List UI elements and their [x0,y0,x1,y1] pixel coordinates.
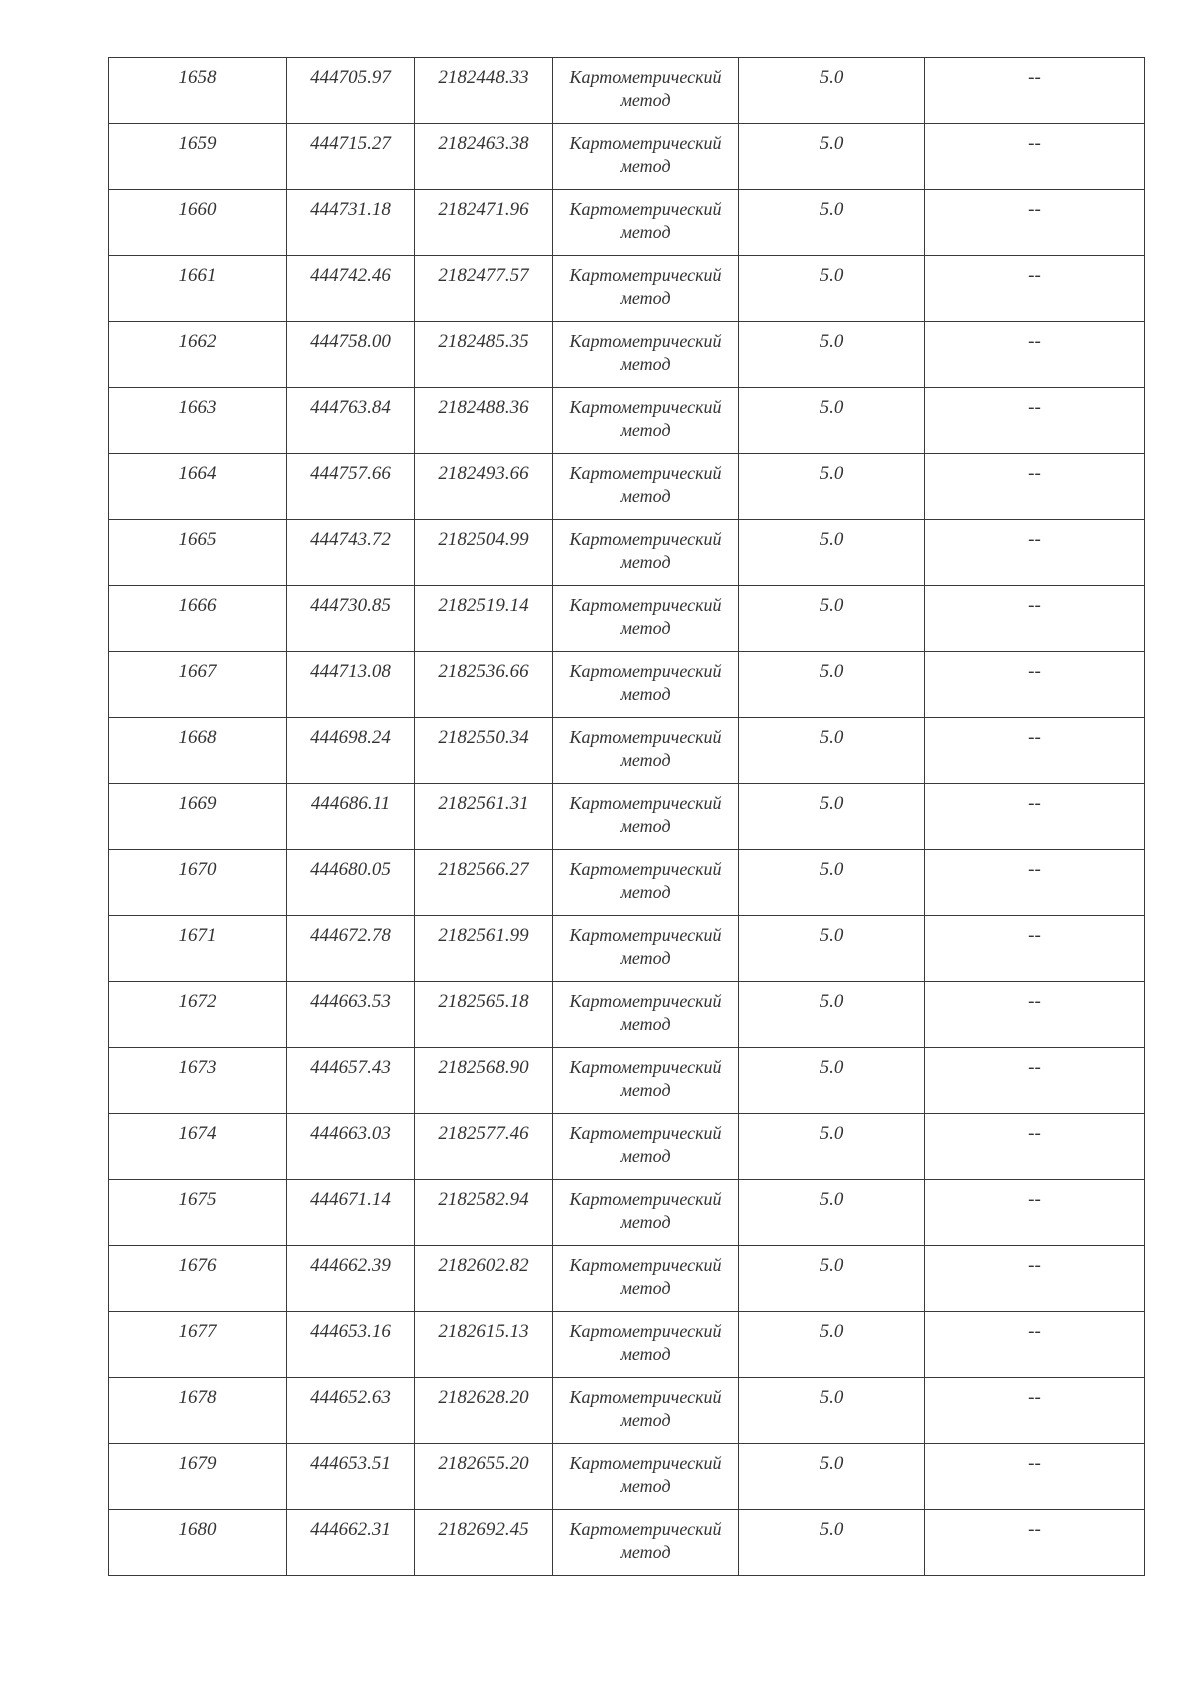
point-number-cell: 1675 [109,1180,287,1246]
note-cell: -- [925,718,1145,784]
method-cell [553,256,739,322]
method-line-2: метод [620,1080,671,1100]
table-row [109,190,1145,256]
method-cell [553,916,739,982]
accuracy-cell: 5.0 [739,1312,925,1378]
accuracy-cell: 5.0 [739,1048,925,1114]
x-coordinate-cell: 444742.46 [287,256,415,322]
accuracy-cell: 5.0 [739,586,925,652]
point-number-cell: 1659 [109,124,287,190]
y-coordinate-cell: 2182488.36 [415,388,553,454]
method-cell [553,1114,739,1180]
note-cell: -- [925,124,1145,190]
point-number-cell: 1665 [109,520,287,586]
y-coordinate-cell: 2182477.57 [415,256,553,322]
accuracy-cell: 5.0 [739,652,925,718]
table-row [109,1048,1145,1114]
accuracy-cell: 5.0 [739,718,925,784]
method-cell [553,1048,739,1114]
method-cell [553,1312,739,1378]
x-coordinate-cell: 444653.51 [287,1444,415,1510]
method-line-1: Картометрический [569,331,722,351]
method-cell [553,322,739,388]
method-line-2: метод [620,1542,671,1562]
method-line-1: Картометрический [569,1189,722,1209]
note-cell: -- [925,1444,1145,1510]
method-line-2: метод [620,816,671,836]
note-cell: -- [925,58,1145,124]
method-line-2: метод [620,288,671,308]
method-line-1: Картометрический [569,67,722,87]
method-cell [553,1246,739,1312]
y-coordinate-cell: 2182602.82 [415,1246,553,1312]
accuracy-cell: 5.0 [739,784,925,850]
point-number-cell: 1674 [109,1114,287,1180]
accuracy-cell: 5.0 [739,322,925,388]
table-row [109,1246,1145,1312]
method-cell [553,982,739,1048]
note-cell: -- [925,1048,1145,1114]
method-line-1: Картометрический [569,1387,722,1407]
x-coordinate-cell: 444686.11 [287,784,415,850]
point-number-cell: 1673 [109,1048,287,1114]
method-line-2: метод [620,1410,671,1430]
method-line-1: Картометрический [569,1453,722,1473]
note-cell: -- [925,1378,1145,1444]
note-cell: -- [925,850,1145,916]
method-line-1: Картометрический [569,397,722,417]
method-line-2: метод [620,354,671,374]
y-coordinate-cell: 2182577.46 [415,1114,553,1180]
y-coordinate-cell: 2182485.35 [415,322,553,388]
point-number-cell: 1679 [109,1444,287,1510]
table-row [109,784,1145,850]
point-number-cell: 1672 [109,982,287,1048]
method-line-2: метод [620,750,671,770]
method-line-2: метод [620,1212,671,1232]
accuracy-cell: 5.0 [739,124,925,190]
y-coordinate-cell: 2182692.45 [415,1510,553,1576]
y-coordinate-cell: 2182463.38 [415,124,553,190]
method-line-1: Картометрический [569,265,722,285]
table-row [109,850,1145,916]
x-coordinate-cell: 444713.08 [287,652,415,718]
point-number-cell: 1676 [109,1246,287,1312]
method-line-2: метод [620,420,671,440]
method-line-2: метод [620,1014,671,1034]
y-coordinate-cell: 2182471.96 [415,190,553,256]
note-cell: -- [925,982,1145,1048]
method-line-2: метод [620,1476,671,1496]
accuracy-cell: 5.0 [739,916,925,982]
table-row [109,652,1145,718]
point-number-cell: 1662 [109,322,287,388]
point-number-cell: 1658 [109,58,287,124]
method-cell [553,190,739,256]
method-line-2: метод [620,882,671,902]
method-cell [553,718,739,784]
method-cell [553,1444,739,1510]
table-row [109,1510,1145,1576]
method-line-1: Картометрический [569,529,722,549]
note-cell: -- [925,1246,1145,1312]
table-row [109,1444,1145,1510]
note-cell: -- [925,1180,1145,1246]
x-coordinate-cell: 444743.72 [287,520,415,586]
method-line-1: Картометрический [569,1255,722,1275]
accuracy-cell: 5.0 [739,1510,925,1576]
accuracy-cell: 5.0 [739,1444,925,1510]
y-coordinate-cell: 2182566.27 [415,850,553,916]
method-line-1: Картометрический [569,199,722,219]
coordinates-table-body [109,58,1145,1576]
point-number-cell: 1667 [109,652,287,718]
note-cell: -- [925,454,1145,520]
x-coordinate-cell: 444705.97 [287,58,415,124]
method-line-1: Картометрический [569,463,722,483]
method-line-2: метод [620,156,671,176]
y-coordinate-cell: 2182628.20 [415,1378,553,1444]
point-number-cell: 1680 [109,1510,287,1576]
x-coordinate-cell: 444731.18 [287,190,415,256]
note-cell: -- [925,652,1145,718]
note-cell: -- [925,256,1145,322]
note-cell: -- [925,1312,1145,1378]
method-line-2: метод [620,90,671,110]
y-coordinate-cell: 2182582.94 [415,1180,553,1246]
y-coordinate-cell: 2182504.99 [415,520,553,586]
table-row [109,982,1145,1048]
x-coordinate-cell: 444730.85 [287,586,415,652]
note-cell: -- [925,586,1145,652]
note-cell: -- [925,322,1145,388]
method-line-1: Картометрический [569,727,722,747]
table-row [109,1312,1145,1378]
method-line-1: Картометрический [569,661,722,681]
table-row [109,1114,1145,1180]
x-coordinate-cell: 444662.39 [287,1246,415,1312]
table-row [109,454,1145,520]
method-line-2: метод [620,1278,671,1298]
table-row [109,388,1145,454]
method-line-1: Картометрический [569,1321,722,1341]
point-number-cell: 1678 [109,1378,287,1444]
method-cell [553,1378,739,1444]
x-coordinate-cell: 444657.43 [287,1048,415,1114]
point-number-cell: 1669 [109,784,287,850]
method-cell [553,1510,739,1576]
method-cell [553,58,739,124]
table-row [109,256,1145,322]
point-number-cell: 1666 [109,586,287,652]
table-row [109,1378,1145,1444]
method-line-1: Картометрический [569,991,722,1011]
method-line-2: метод [620,552,671,572]
table-row [109,1180,1145,1246]
method-cell [553,124,739,190]
x-coordinate-cell: 444652.63 [287,1378,415,1444]
accuracy-cell: 5.0 [739,982,925,1048]
point-number-cell: 1660 [109,190,287,256]
note-cell: -- [925,916,1145,982]
note-cell: -- [925,190,1145,256]
method-line-1: Картометрический [569,859,722,879]
method-line-1: Картометрический [569,1057,722,1077]
accuracy-cell: 5.0 [739,454,925,520]
table-row [109,124,1145,190]
method-line-2: метод [620,684,671,704]
method-line-1: Картометрический [569,595,722,615]
x-coordinate-cell: 444680.05 [287,850,415,916]
note-cell: -- [925,784,1145,850]
x-coordinate-cell: 444663.53 [287,982,415,1048]
note-cell: -- [925,1114,1145,1180]
x-coordinate-cell: 444763.84 [287,388,415,454]
note-cell: -- [925,520,1145,586]
coordinates-table [108,57,1145,1576]
accuracy-cell: 5.0 [739,388,925,454]
point-number-cell: 1677 [109,1312,287,1378]
point-number-cell: 1663 [109,388,287,454]
method-line-2: метод [620,1146,671,1166]
y-coordinate-cell: 2182493.66 [415,454,553,520]
accuracy-cell: 5.0 [739,520,925,586]
method-cell [553,850,739,916]
y-coordinate-cell: 2182615.13 [415,1312,553,1378]
x-coordinate-cell: 444698.24 [287,718,415,784]
method-line-2: метод [620,948,671,968]
accuracy-cell: 5.0 [739,256,925,322]
x-coordinate-cell: 444653.16 [287,1312,415,1378]
accuracy-cell: 5.0 [739,850,925,916]
point-number-cell: 1670 [109,850,287,916]
accuracy-cell: 5.0 [739,1180,925,1246]
y-coordinate-cell: 2182561.31 [415,784,553,850]
table-row [109,586,1145,652]
point-number-cell: 1661 [109,256,287,322]
method-line-2: метод [620,222,671,242]
x-coordinate-cell: 444662.31 [287,1510,415,1576]
table-row [109,916,1145,982]
accuracy-cell: 5.0 [739,1246,925,1312]
method-cell [553,520,739,586]
y-coordinate-cell: 2182568.90 [415,1048,553,1114]
method-cell [553,454,739,520]
y-coordinate-cell: 2182550.34 [415,718,553,784]
x-coordinate-cell: 444671.14 [287,1180,415,1246]
method-cell [553,388,739,454]
method-line-1: Картометрический [569,1123,722,1143]
method-cell [553,586,739,652]
method-line-2: метод [620,618,671,638]
note-cell: -- [925,388,1145,454]
y-coordinate-cell: 2182519.14 [415,586,553,652]
method-line-2: метод [620,486,671,506]
method-line-2: метод [620,1344,671,1364]
x-coordinate-cell: 444758.00 [287,322,415,388]
y-coordinate-cell: 2182565.18 [415,982,553,1048]
y-coordinate-cell: 2182561.99 [415,916,553,982]
x-coordinate-cell: 444663.03 [287,1114,415,1180]
method-line-1: Картометрический [569,1519,722,1539]
table-row [109,520,1145,586]
y-coordinate-cell: 2182655.20 [415,1444,553,1510]
method-cell [553,1180,739,1246]
table-row [109,718,1145,784]
x-coordinate-cell: 444672.78 [287,916,415,982]
x-coordinate-cell: 444757.66 [287,454,415,520]
method-line-1: Картометрический [569,793,722,813]
table-row [109,322,1145,388]
y-coordinate-cell: 2182536.66 [415,652,553,718]
point-number-cell: 1671 [109,916,287,982]
table-row [109,58,1145,124]
method-line-1: Картометрический [569,925,722,945]
accuracy-cell: 5.0 [739,1378,925,1444]
note-cell: -- [925,1510,1145,1576]
method-cell [553,652,739,718]
point-number-cell: 1664 [109,454,287,520]
point-number-cell: 1668 [109,718,287,784]
method-cell [553,784,739,850]
accuracy-cell: 5.0 [739,1114,925,1180]
accuracy-cell: 5.0 [739,190,925,256]
x-coordinate-cell: 444715.27 [287,124,415,190]
accuracy-cell: 5.0 [739,58,925,124]
y-coordinate-cell: 2182448.33 [415,58,553,124]
method-line-1: Картометрический [569,133,722,153]
